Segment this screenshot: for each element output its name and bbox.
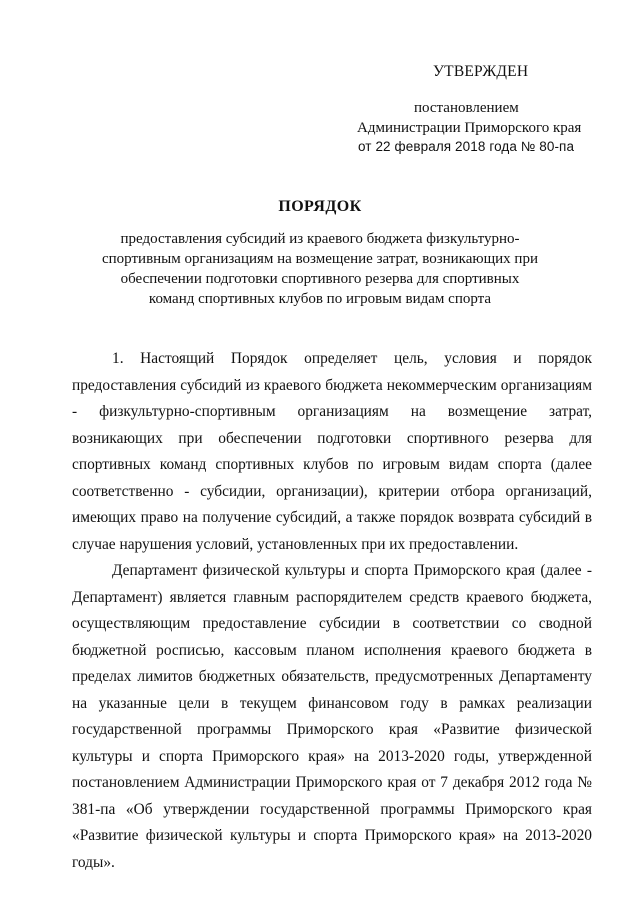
approved-heading: УТВЕРЖДЕН [433,63,529,80]
approval-line-administration: Администрации Приморского края [357,120,582,136]
document-title: ПОРЯДОК [278,198,362,215]
document-body [72,346,592,876]
approval-line-date-number: от 22 февраля 2018 года № 80-па [358,139,575,154]
subtitle-line: обеспечении подготовки спортивного резерва для спортивных [120,271,520,287]
subtitle-line: предоставления субсидий из краевого бюджета физкультурно- [120,231,520,247]
subtitle-line: спортивным организациям на возмещение затрат, возникающих при [102,251,538,267]
document-subtitle [90,229,550,309]
paragraph-2: Департамент физической культуры и спорта Приморского края (далее - Департамент) является главным распорядителем средств краевого бюджета, осуществляющим предоставление субсидии в соответствии со сводной бюджетной росписью, кассовым планом исполнения краевого бюджета в пределах лимитов бюджетных обязательств, предусмотренных Департаменту на указанные цели в текущем финансовом году в рамках реализации государственной программы Приморского края «Развитие физической культуры и спорта Приморского края» на 2013-2020 годы, утвержденной постановлением Администрации Приморского края от 7 декабря 2012 года № 381-па «Об утверждении государственной программы Приморского края «Развитие физической культуры и спорта Приморского края» на 2013-2020 годы». [72,562,592,871]
subtitle-line: команд спортивных клубов по игровым видам спорта [148,291,492,307]
approval-line-resolution: постановлением [414,100,519,116]
paragraph-1: 1. Настоящий Порядок определяет цель, условия и порядок предоставления субсидий из краевого бюджета некоммерческим организациям - физкультурно-спортивным организациям на возмещение затрат, возникающих при обеспечении подготовки спортивного резерва для спортивных команд спортивных клубов по игровым видам спорта (далее соответственно - субсидии, организации), критерии отбора организаций, имеющих право на получение субсидий, а также порядок возврата субсидий в случае нарушения условий, установленных при их предоставлении. [72,350,592,553]
